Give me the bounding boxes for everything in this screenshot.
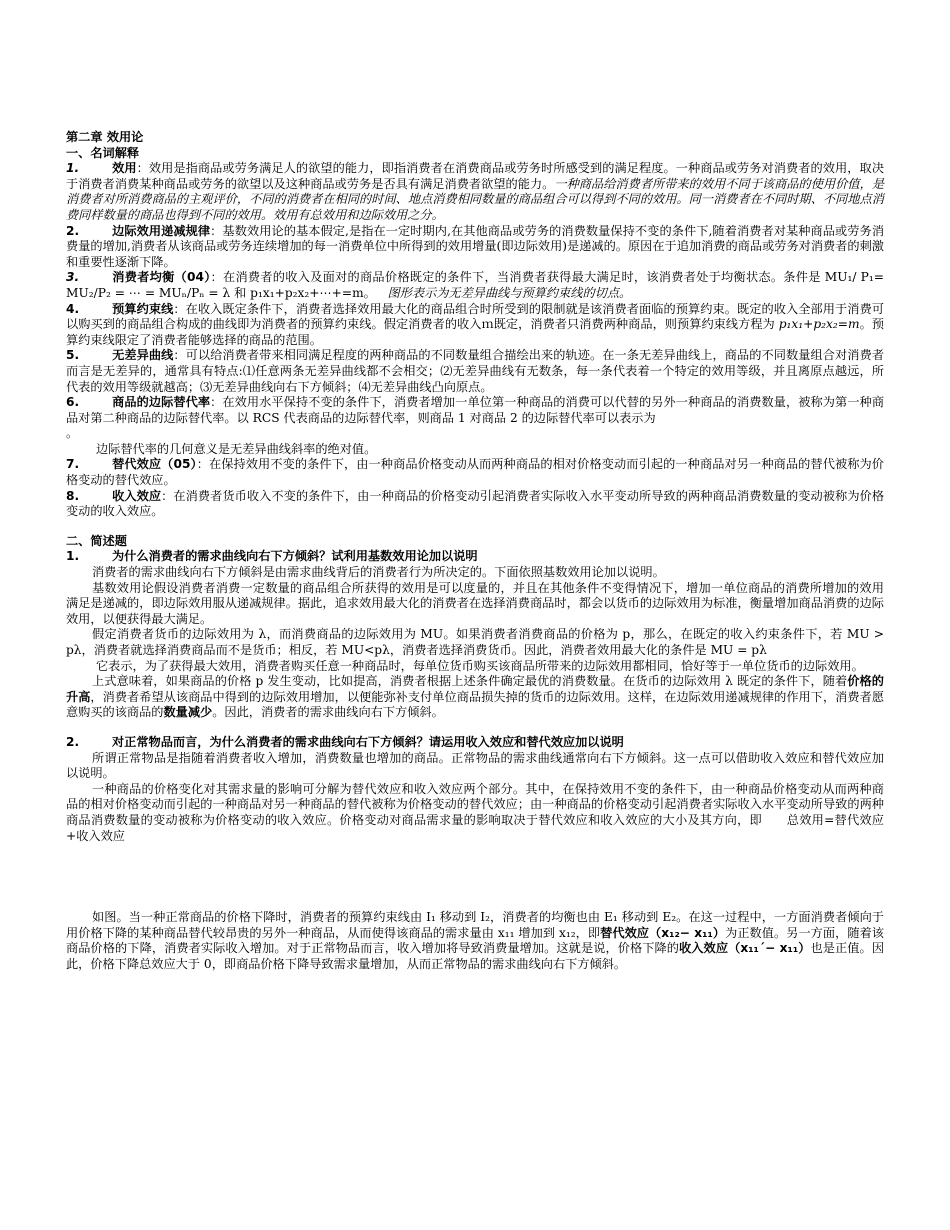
document-page — [66, 130, 884, 973]
term-indifference-curve — [66, 348, 884, 395]
q2-paragraph-3 — [66, 910, 884, 972]
term-body: ：可以给消费者带来相同满足程度的两种商品的不同数量组合描绘出来的轨迹。在一条无差异曲线上，商品的不同数量组合对消费者而言是无差异的，通常具有特点:⑴任意两条无差异曲线都不会相交；⑵无差异曲线有无数条，每一条代表着一个特定的效用等级，并且离原点越远，所代表的效用等级就越高；⑶无差异曲线向右下方倾斜；⑷无差异曲线凸向原点。 — [66, 348, 885, 394]
formula-placeholder-dot: 。 — [66, 426, 79, 441]
term-income-effect — [66, 489, 884, 520]
term-body: ：在消费者的收入及面对的商品价格既定的条件下，当消费者获得最大满足时，该消费者处于均衡状态。条件是 MU₁/ P₁= MU₂/P₂ = ⋯ = MUₙ/Pₙ = λ 和 p₁x₁+p₂x₂+⋯+=m。 — [66, 270, 884, 300]
q1-p5-bold-price-rise: 价格的升高 — [66, 674, 884, 704]
q1-paragraph-3: 假定消费者货币的边际效用为 λ，而消费商品的边际效用为 MU。如果消费者消费商品的价格为 p，那么，在既定的收入约束条件下，若 MU > pλ，消费者就选择消费商品而不是货币；相反，若 MU<pλ，消费者选择消费货币。因此，消费者效用最大化的条件是 MU = pλ — [66, 627, 884, 657]
question-1-title — [66, 549, 884, 565]
term-consumer-equilibrium — [66, 270, 884, 301]
q1-paragraph-2: 基数效用论假设消费者消费一定数量的商品组合所获得的效用是可以度量的，并且在其他条件不变得情况下，增加一单位商品的消费所增加的效用满足是递减的，即边际效用服从递减规律。据此，追求效用最大化的消费者在选择消费商品时，都会以货币的边际效用为标准，衡量增加商品消费的边际效用，以便获得最大满足。 — [66, 580, 884, 626]
q2-p3-bold-substitution: 替代效应（x₁₂− x₁₁） — [600, 925, 726, 940]
q1-p5-text: 。因此，消费者的需求曲线向右下方倾斜。 — [212, 705, 444, 720]
q1-paragraph-5 — [66, 674, 884, 721]
question-2-title — [66, 735, 884, 751]
term-body: ：基数效用论的基本假定,是指在一定时期内,在其他商品或劳务的消费数量保持不变的条件下,随着消费者对某种商品或劳务消费量的增加,消费者从该商品或劳务连续增加的每一消费单位中所得到的效用增量(即边际效用)是递减的。原因在于追加消费的商品或劳务对消费者的刺激和重要性逐渐下降。 — [66, 223, 885, 269]
term-body: ：在效用水平保持不变的条件下，消费者增加一单位第一种商品的消费可以代替的另外一种商品的消费数量，被称为第一种商品对第二种商品的边际替代率。以 RCS 代表商品的边际替代率，则商品 1 对商品 2 的边际替代率可以表示为 — [66, 395, 885, 425]
q1-p5-text: 上式意味着，如果商品的价格 p 发生变动，比如提高，消费者根据上述条件确定最优的消费数量。在货币的边际效用 λ 既定的条件下，随着 — [92, 674, 848, 689]
term-number: 3. — [66, 270, 80, 285]
q1-paragraph-1: 消费者的需求曲线向右下方倾斜是由需求曲线背后的消费者行为所决定的。下面依照基数效用论加以说明。 — [92, 565, 665, 580]
q2-p3-bold-income: 收入效应（x₁₁ˊ− x₁₁） — [679, 941, 811, 956]
budget-formula: p₁x₁+p₂x₂=m — [778, 317, 860, 332]
question-text: 对正常物品而言，为什么消费者的需求曲线向右下方倾斜？请运用收入效应和替代效应加以说明 — [112, 734, 624, 749]
q2-p3-text: 也是正值。因此，价格下降总效应大于 0，即商品价格下降导致需求量增加，从而正常物品的需求曲线向右下方倾斜。 — [66, 941, 885, 971]
q2-paragraph-1: 所谓正常物品是指随着消费者收入增加，消费数量也增加的商品。正常物品的需求曲线通常向右下方倾斜。这一点可以借助收入效应和替代效应加以说明。 — [66, 750, 884, 781]
term-diminishing-marginal-utility — [66, 224, 884, 271]
question-number: 1. — [66, 549, 80, 564]
term-name: 商品的边际替代率 — [112, 395, 211, 410]
term-number: 2. — [66, 223, 80, 238]
term-budget-line — [66, 302, 884, 349]
term-body: ：效用是指商品或劳务满足人的欲望的能力，即指消费者在消费商品或劳务时所感受到的满足程度。一种商品或劳务对消费者的效用，取决于消费者消费某种商品或劳务的欲望以及这种商品或劳务是否具有满足消费者欲望的能力。 — [66, 161, 885, 191]
section-title-definitions: 一、名词解释 — [66, 145, 140, 160]
q1-p5-text: ，消费者希望从该商品中得到的边际效用增加，以便能弥补支付单位商品损失掉的货币的边际效用。这样，在边际效用递减规律的作用下，消费者愿意购买的该商品的 — [66, 689, 885, 720]
term-number: 7. — [66, 457, 80, 472]
section-title-short-answer: 二、简述题 — [66, 533, 127, 548]
q1-p5-bold-quantity-fall: 数量减少 — [163, 705, 213, 720]
question-text: 为什么消费者的需求曲线向右下方倾斜？试利用基数效用论加以说明 — [112, 549, 478, 564]
term-name: 替代效应（05） — [112, 457, 197, 472]
term-body: ：在保持效用不变的条件下，由一种商品价格变动从而两种商品的相对价格变动而引起的一种商品对另一种商品的替代被称为价格变动的替代效应。 — [66, 457, 884, 488]
term-italic-note: 图形表示为无差异曲线与预算约束线的切点。 — [387, 285, 632, 300]
term-name: 消费者均衡（04） — [112, 270, 211, 285]
term-body: ：在消费者货币收入不变的条件下，由一种商品的价格变动引起消费者实际收入水平变动所导致的两种商品消费数量的变动被称为价格变动的收入效应。 — [66, 488, 885, 519]
term-utility — [66, 161, 884, 223]
term-name: 收入效应 — [112, 488, 162, 503]
term-number: 8. — [66, 488, 80, 503]
term-number: 5. — [66, 348, 80, 363]
term-tail: 。预算约束线限定了消费者能够选择的商品的范围。 — [66, 317, 885, 347]
q2-paragraph-2: 一种商品的价格变化对其需求量的影响可分解为替代效应和收入效应两个部分。其中，在保持效用不变的条件下，由一种商品价格变动从而两种商品的相对价格变动而引起的一种商品对另一种商品的替代被称为价格变动的替代效应；由一种商品的价格变动引起消费者实际收入水平变动所导致的两种商品消费数量的变动被称为价格变动的收入效应。价格变动对商品需求量的影响取决于替代效应和收入效应的大小及其方向，即 总效用=替代效应+收入效应 — [66, 781, 884, 843]
mrs-geometric-note: 边际替代率的几何意义是无差异曲线斜率的绝对值。 — [96, 441, 377, 456]
term-name: 边际效用递减规律 — [112, 223, 211, 238]
term-name: 预算约束线 — [112, 301, 174, 316]
question-number: 2. — [66, 734, 80, 749]
term-number: 6. — [66, 395, 80, 410]
term-number: 4. — [66, 301, 80, 316]
term-substitution-effect — [66, 457, 884, 488]
term-body: ：在收入既定条件下，消费者选择效用最大化的商品组合时所受到的限制就是该消费者面临的预算约束。既定的收入全部用于消费可以购买到的商品组合构成的曲线即为消费者的预算约束线。假定消费者的收入ｍ既定，消费者只消费两种商品，则预算约束线方程为 — [66, 301, 885, 332]
q2-p3-text: 如图。当一种正常商品的价格下降时，消费者的预算约束线由 I₁ 移动到 I₂，消费者的均衡也由 E₁ 移动到 E₂。在这一过程中，一方面消费者倾向于用价格下降的某种商品替代较昂贵的另外一种商品，从而使得该商品的需求量由 x₁₁ 增加到 x₁₂，即 — [66, 910, 884, 940]
term-marginal-rate-of-substitution — [66, 395, 884, 426]
term-italic-note: 一种商品给消费者所带来的效用不同于该商品的使用价值，是消费者对所消费商品的主观评价，不同的消费者在相同的时间、地点消费相同数量的商品组合可以得到不同的效用。同一消费者在不同时期、不同地点消费同样数量的商品也得到不同的效用。效用有总效用和边际效用之分。 — [66, 176, 885, 222]
chapter-title: 第二章 效用论 — [66, 130, 144, 144]
term-name: 效用 — [112, 161, 137, 176]
figure-placeholder — [66, 844, 884, 910]
term-number: 1. — [66, 161, 80, 176]
term-name: 无差异曲线 — [112, 348, 174, 363]
q1-paragraph-4: 它表示，为了获得最大效用，消费者购买任意一种商品时，每单位货币购买该商品所带来的边际效用都相同，恰好等于一单位货币的边际效用。 — [96, 658, 864, 673]
q2-p3-text: 为正数值。另一方面，随着该商品价格的下降，消费者实际收入增加。对于正常物品而言，收入增加将导致消费量增加。这就是说，价格下降的 — [66, 925, 884, 956]
